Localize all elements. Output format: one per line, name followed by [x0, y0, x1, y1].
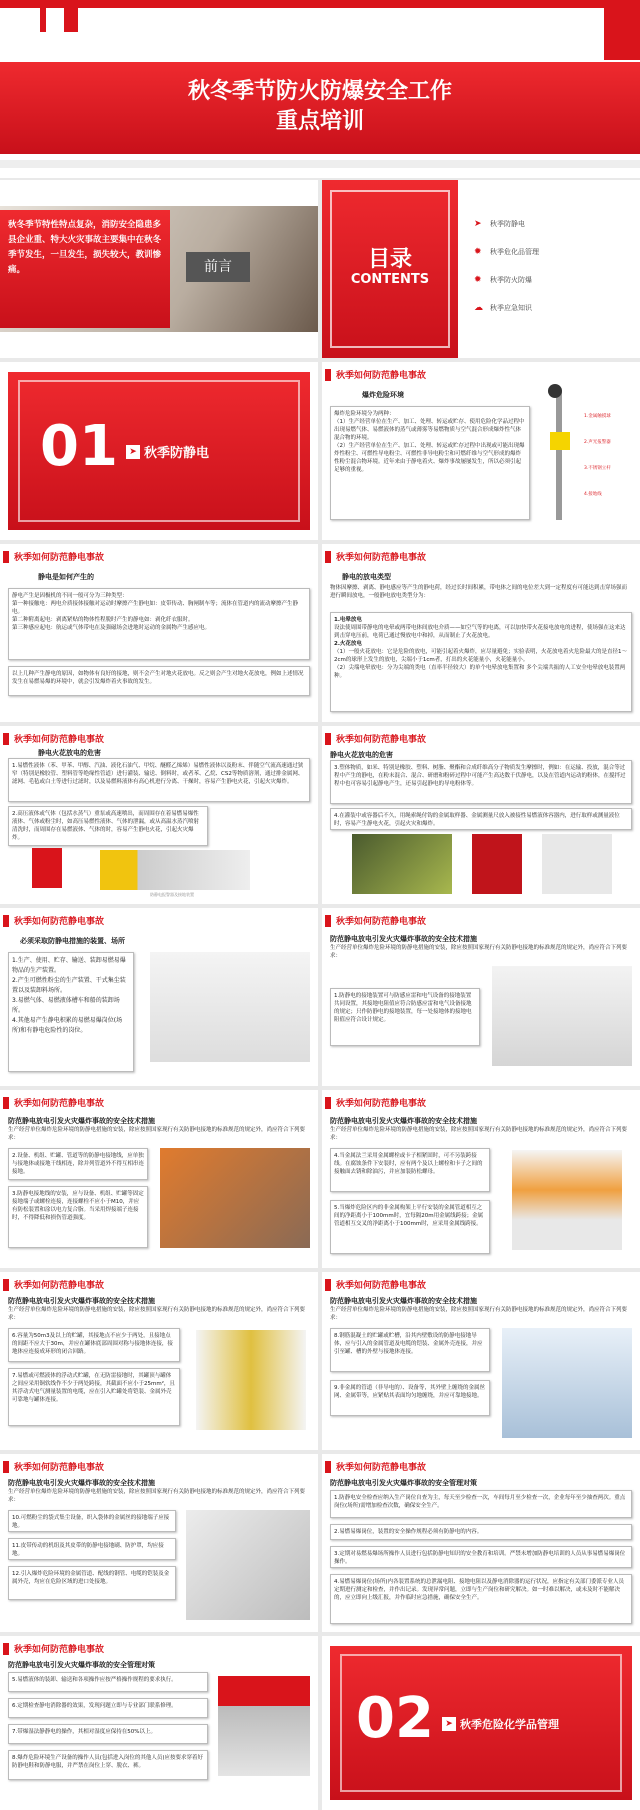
section-title: 秋季防静电 — [144, 446, 210, 461]
measures1-slide — [322, 908, 640, 1086]
measures-heading: 防范静电放电引发火灾爆炸事故的安全技术措施 — [8, 1297, 155, 1305]
measures-intro: 生产经营单位爆炸危险环境的防静电措施的安装，除应按照国家现行有关防静电接地的标准规范的规定外，尚应符合下列要求： — [8, 1307, 306, 1321]
slide-title: 秋季如何防范静电事故 — [0, 1096, 104, 1112]
mgmt1-slide — [322, 1454, 640, 1632]
slide-title: 秋季如何防范静电事故 — [322, 1278, 426, 1294]
static-warning-photo — [352, 834, 452, 894]
toc-item[interactable]: ➤ 秋季防静电 — [474, 219, 525, 229]
mgmt-2: 2.易燃易爆岗位，装置的安全操作规程必须有防静电的内容。 — [330, 1524, 632, 1540]
preface-label: 前言 — [186, 252, 250, 282]
measure-9: 9.非金属的管道（非导电的）、设备等，其外壁上缠绕的金属丝网、金属带等，应紧贴其表面均匀地缠绕，并应可靠地接地。 — [330, 1380, 490, 1416]
measure-12: 12.引入爆炸危险环境的金属管道、配线的钢管、电缆的铠装及金属外壳，均应在危险区域的进口处接地。 — [8, 1566, 176, 1600]
toc-list — [474, 210, 539, 322]
measure-6: 6.容量为50m3及以上的贮罐，其接地点不应少于两处，且接地点的间距不应大于30m，并应在罐体底部周围对称与接地体连接，接地体应连接成环形的闭合回路。 — [8, 1328, 180, 1362]
cause-heading: 静电是如何产生的 — [38, 573, 94, 581]
measures3-slide — [322, 1090, 640, 1268]
hazard-heading: 爆炸危险环境 — [362, 391, 404, 399]
danger2-slide — [322, 726, 640, 904]
preface-textbox — [0, 210, 170, 328]
slide-title: 秋季如何防范静电事故 — [322, 1096, 426, 1112]
slide-title: 秋季如何防范静电事故 — [322, 914, 426, 930]
tanker-truck-photo — [492, 966, 632, 1066]
mgmt-7: 7.带爆湿法静静电的操作，其相对湿度应保持在50%以上。 — [8, 1724, 208, 1744]
danger-box2: 2.高压液体或气体（包括水蒸气）重泵或高速喷出，而周围存在着易燃易爆性液体、气体或粉尘时，如高压易燃性液体、气体的泄漏，或从高温水蒸汽喷射清洗时，而周围存在易燃液体、气体的时，容易产生静电火花，引起火灾爆炸。 — [8, 806, 208, 846]
toc-item[interactable]: ☁ 秋季应急知识 — [474, 303, 532, 313]
cause-text: 静电产生是因极机的不同一般可分为三种类型： 第一种接触电：两电介质接体接触对运动时摩擦产生静电如：皮带传动、胸闸制车等；流体在管道内的流动摩擦产生静电。 第二种附离起电：剥离紧贴的物体性程脱时产生的静电如：剥化纤衣服时。 第三种感应起电：航运或气体带电在及强磁场会进地时运动的金属物产生感应电。 — [8, 588, 310, 660]
measure-5: 5.当爆炸危险区内的非金属构架上平行安装的金属管道相互之间的净距离小于100mm时，宜每隔20m用金属线跨接；金属管道相互交叉的净距离小于100mm时，应采用金属线跨接。 — [330, 1200, 490, 1254]
preface-text: 秋冬季节特性特点复杂，消防安全隐患多县企业重、特大火灾事故主要集中在秋冬季节发生，一旦发生，损失较大，教训惨痛。 — [8, 220, 162, 275]
paper-plane-icon: ➤ — [442, 1717, 456, 1731]
cover-title-line1: 秋冬季节防火防爆安全工作 — [187, 79, 452, 104]
measures2-slide — [0, 1090, 318, 1268]
cover-slide — [0, 0, 640, 178]
accent-bar — [64, 8, 78, 32]
tanker-truck-photo — [100, 850, 250, 890]
discharge-types-slide — [322, 544, 640, 722]
toc-item[interactable]: ✹ 秋季防火防爆 — [474, 275, 532, 285]
corona-text: 设法使周围带静电的电晕或两带电体间放电介质——如空气等的电离，可以加快带火花接电放电的进程，使场强在这来达到击穿电压前，电荷已通过慢放电中和掉，从而制止了火花放电。 — [334, 625, 626, 639]
mgmt-heading: 防范静电放电引发火灾爆炸事故的安全管理对策 — [8, 1661, 155, 1669]
types-heading: 静电的放电类型 — [342, 573, 391, 581]
mgmt-5: 5.易燃液体的装卸、输送和各项操作应按严格操作规程的要求执行。 — [8, 1672, 208, 1692]
accent-bar — [40, 8, 46, 32]
measures-heading: 防范静电放电引发火灾爆炸事故的安全技术措施 — [8, 1479, 155, 1487]
measure-1: 1.防静电的接地装置可与防感应雷和电气设备的接地装置共同设置，其接地电阻值应符合防感应雷和电气设备接地的规定；只作防静电的接地装置，每一处接地体的接地电阻值应符合设计规定。 — [330, 988, 480, 1046]
warning-sign-icon — [550, 432, 570, 450]
slide-title: 秋季如何防范静电事故 — [0, 550, 104, 566]
places-slide — [0, 908, 318, 1086]
types-intro: 物体因摩擦、剥离、静电感应等产生的静电荷，经过长时间积累，带电体之间的电位差大到一定程度有可能达到击穿场强而进行瞬间放电，一般静电放电类型分为： — [330, 585, 628, 599]
toc-title: 目录 — [367, 247, 412, 272]
danger-box4: 4.在灌装中或容器后不久，用绳索绳付钩的金属取样器、金属测量尺放入被接性易燃液体容器内，进行取样或测量液位时，容易产生静电火花，引起火灾和爆炸。 — [330, 808, 632, 830]
spark-title: 2.火花放电 — [334, 641, 362, 647]
danger-slide — [0, 726, 318, 904]
slide-title: 秋季如何防范静电事故 — [0, 1642, 104, 1658]
slide-title: 秋季如何防范静电事故 — [322, 1460, 426, 1476]
pipe-rack-photo — [502, 1328, 632, 1438]
hazard-text: 爆炸危险环境分为两种： （1）生产经营单位在生产、加工、处理、转运或贮存、使用危险化学品过程中出现易燃气体、易燃液体的蒸气或薄雾等易燃物质与空气混合形成爆炸性气体混合物的环境。 （2）生产经营单位在生产、加工、处理、转运或贮存过程中出现或可能出现爆炸性粉尘、可燃性导电粉尘、可燃性非导电粉尘和可燃纤维与空气形成的爆炸性粉尘混合物环境。近年来由于静电着火、爆炸事故屡屡发生，所以必须引起足够的重视。 — [330, 406, 530, 520]
measure-8: 8.钢筋混凝土的贮罐或贮槽，沿其内壁敷设的防静电接地导体，应与引入的金属管道及电缆的铠装、金属外壳连接，并应引至罐、槽的外壁与接地体连接。 — [330, 1328, 490, 1372]
paper-plane-icon: ➤ — [474, 219, 482, 229]
types-box — [330, 612, 632, 712]
slide-title: 秋季如何防范静电事故 — [0, 732, 104, 748]
measures4-slide — [0, 1272, 318, 1450]
measures-intro: 生产经营单位爆炸危险环境的防静电措施的安装，除应按照国家现行有关防静电接地的标准规范的规定外，尚应符合下列要求： — [330, 1127, 628, 1141]
measures-intro: 生产经营单位爆炸危险环境的防静电措施的安装，除应按照国家现行有关防静电接地的标准规范的规定外，尚应符合下列要求： — [330, 1307, 628, 1321]
section-title: 秋季危险化学品管理 — [460, 1718, 559, 1731]
measure-10: 10.可燃粉尘的袋式集尘设备，织入袋体的金属丝的接地端子应接地。 — [8, 1510, 176, 1532]
danger-heading: 静电火花放电的危害 — [330, 751, 393, 759]
equipment-photos — [186, 1510, 310, 1620]
slide-title: 秋季如何防范静电事故 — [322, 368, 426, 384]
danger-box3: 3.塑体物质，如米、特别是橡胶、塑料、树脂、聚酯和合成纤维高分子物质发生摩擦时，例如：在运输、投放，混合等过程中产生的静电，在粉末混合、混合、研磨和粉碎过程中可能产生高达数千伏静电，以及在管道内运动的粉体，在搅拌过程中也可容易引起静电产生，还易引起静电的导电粉体等。 — [330, 760, 632, 804]
measure-4: 4.当金属法兰采用金属螺栓或卡子相紧固时，可不另装跨接线。在腐蚀条件下安装时，应有两个及以上螺栓和卡子之间的接触面去锈和除油污，并应加装防松螺母。 — [330, 1148, 490, 1192]
mgmt-4: 4.易燃易爆岗位(场所)内各装置系统的总泄漏电阻、接地电阻以及静电消除器的运行状况，应指定有关部门委派专业人员定期进行测定和检查，并作出记录。发现异常问题，立即与生产岗位和研究解决。如一时难以解决，或未及时不能解决的，应立即向上级汇报，并作临时应急措施，确保安全生产。 — [330, 1574, 632, 1624]
slide-title: 秋季如何防范静电事故 — [0, 1460, 104, 1476]
mgmt-8: 8.爆炸危险环境生产设备的操作人员(包括进入岗位的其他人员)应按要求穿着好防静电鞋和防静电服，并严禁在岗位上穿、脱衣、裤。 — [8, 1750, 208, 1780]
toc-item[interactable]: ✹ 秋季危化品管理 — [474, 247, 539, 257]
measure-7: 7.易燃或可燃液体的浮动式贮罐，在无防雷接地时，其罐顶与罐体之间应采用铜软线作不少于两处跨接，其截面不应小于25mm²，且其浮动式电气测量装置的电缆，应在引入贮罐处将铠装、金属外壳可靠地与罐体连接。 — [8, 1368, 180, 1426]
cover-footer — [0, 160, 640, 168]
mgmt2-slide — [0, 1636, 318, 1810]
slide-title: 秋季如何防范静电事故 — [322, 550, 426, 566]
preface-slide — [0, 180, 318, 358]
section02-slide — [322, 1636, 640, 1810]
danger-caption: 防静电报警器及接地装置 — [150, 892, 194, 897]
measure-2: 2.设备、机组、贮罐、管道等的防静电接地线，应单独与接地体或接地干线相连，除并列管道外不得互相串连接地。 — [8, 1148, 148, 1180]
static-discharger-photo — [556, 390, 562, 520]
measure-3: 3.防静电接地线的安装，应与设备、机组、贮罐等固定接地端子或螺栓连接，连接螺栓不应小于M10，并应有防松装置和涂以电力复合脂。当采用焊接端子连接时，不得降低和损伤管道强度。 — [8, 1186, 148, 1248]
measures-heading: 防范静电放电引发火灾爆炸事故的安全技术措施 — [8, 1117, 155, 1125]
toc-slide — [322, 180, 640, 358]
spark-text: （1）一般火花放电：它是危险的放电，可能引起着火爆炸，应尽量避免；实验表明，火花放电着火危险最大的是直径1～2cm的球形上发生的放电，尖端小于1cm者，打出的火花能量小，火花能量小。 （2）尖端电晕放电：分为尖端的类电（直率半径较大）的单个电晕放电集置和 多个尖端共振的人工安全电晕放电装置两种。 — [334, 649, 628, 679]
measures6-slide — [0, 1454, 318, 1632]
tank-clip-photo — [160, 1148, 310, 1248]
danger-heading: 静电火花放电的危害 — [38, 749, 101, 757]
section01-slide — [0, 362, 318, 540]
toc-subtitle: CONTENTS — [350, 272, 430, 287]
mgmt-1: 1.防静电安全检查应纳入生产岗位自查为主，每天至少检查一次，车间每月至少检查一次，企业每年至少抽查两次。重点岗位(场所)需增加检查次数，确保安全生产。 — [330, 1490, 632, 1518]
corona-title: 1.电晕放电 — [334, 617, 362, 623]
gear-icon: ✹ — [474, 275, 482, 285]
grounding-post-photo — [196, 1330, 306, 1430]
section-number: 01 — [40, 414, 118, 479]
accent-block — [604, 0, 640, 60]
measures-heading: 防范静电放电引发火灾爆炸事故的安全技术措施 — [330, 1297, 477, 1305]
mgmt-3: 3.定期对易燃易爆场所操作人员进行包括防静电知识的安全教育和培训。严禁未增加防静电培训的人员从事易燃易爆岗位操作。 — [330, 1546, 632, 1568]
places-heading: 必须采取防静电措施的装置、场所 — [20, 937, 125, 945]
cloud-icon: ☁ — [474, 303, 483, 313]
red-cabinet-photo — [472, 834, 522, 894]
measures-intro: 生产经营单位爆炸危险环境的防静电措施的安装，除应按照国家现行有关防静电接地的标准规范的规定外，尚应符合下列要求： — [8, 1489, 306, 1503]
slide-title: 秋季如何防范静电事故 — [322, 732, 426, 748]
slide-title: 秋季如何防范静电事故 — [0, 1278, 104, 1294]
cause-note: 以上几种产生静电的原因，如物体有良好的接地，则不会产生对地火花放电。反之则会产生对地火花放电，例如上述情况发生在易燃易爆的环境中，就会引发爆炸着火事故的发生。 — [8, 666, 310, 696]
mgmt-heading: 防范静电放电引发火灾爆炸事故的安全管理对策 — [330, 1479, 477, 1487]
top-stripe — [0, 0, 640, 8]
section-title-wrap — [126, 442, 209, 461]
ground-clamp-photo — [542, 834, 612, 894]
cover-title-line2: 重点培训 — [275, 109, 364, 134]
slide-title: 秋季如何防范静电事故 — [0, 914, 104, 930]
worker-grounding-photo — [512, 1150, 622, 1250]
measures5-slide — [322, 1272, 640, 1450]
hazard-slide — [322, 362, 640, 540]
tanker-grounding-photo — [150, 952, 310, 1062]
places-list: 1.生产、使用、贮存、输送、装卸易燃易爆物品的生产装置。 2.产生可燃性粉尘的生产装置、干式集尘装置以及装卸料场所。 3.易燃气体、易燃液体槽车和船的装卸场所。 4.其他易产生静电积累的易燃易爆岗位(场所)和有静电危险性的岗位。 — [8, 952, 134, 1072]
measures-heading: 防范静电放电引发火灾爆炸事故的安全技术措施 — [330, 1117, 477, 1125]
mgmt-6: 6.定期检查静电消除器的效果，发现问题立即与专业部门联系修理。 — [8, 1698, 208, 1718]
paper-plane-icon: ➤ — [126, 445, 140, 459]
measures-intro: 生产经营单位爆炸危险环境的防静电措施的安装，除应按照国家现行有关防静电接地的标准规范的规定外，尚应符合下列要求： — [330, 945, 628, 959]
measures-intro: 生产经营单位爆炸危险环境的防静电措施的安装，除应按照国家现行有关防静电接地的标准规范的规定外，尚应符合下列要求： — [8, 1127, 306, 1141]
measure-11: 11.皮带传动的机组及其皮带的防静电接地刷、防护罩，均应接地。 — [8, 1538, 176, 1560]
cause-slide — [0, 544, 318, 722]
alarm-box-photo — [32, 848, 62, 888]
danger-box1: 1.易燃性液体（苯、甲苯、甲醇、汽油、液化石油气、甲烷、醚醛乙烯烯）易燃性液体以及粉末、伴随空气流高速通过狭窄（特别是橡胶管、塑料管等绝缘性管道）进行灌装、输送、倒料时，或者苯、乙烷、CS2等物质溶剂，通过排金属网、滤网、毛毡或白土等进行过滤时，以及易燃料液体有高心机进行分离、干燥时，容易产生静电火花，引起火灾爆炸。 — [8, 758, 310, 802]
touch-ball-icon — [548, 384, 562, 398]
measures-heading: 防范静电放电引发火灾爆炸事故的安全技术措施 — [330, 935, 477, 943]
device-labels: 1.金属触摸球 2.声光报警器 3.不锈钢立杆 4.接地线 — [584, 414, 611, 497]
section-number: 02 — [356, 1686, 434, 1751]
section-title-wrap — [442, 1716, 559, 1732]
anti-static-device-photo — [218, 1676, 310, 1776]
gear-icon: ✹ — [474, 247, 482, 257]
